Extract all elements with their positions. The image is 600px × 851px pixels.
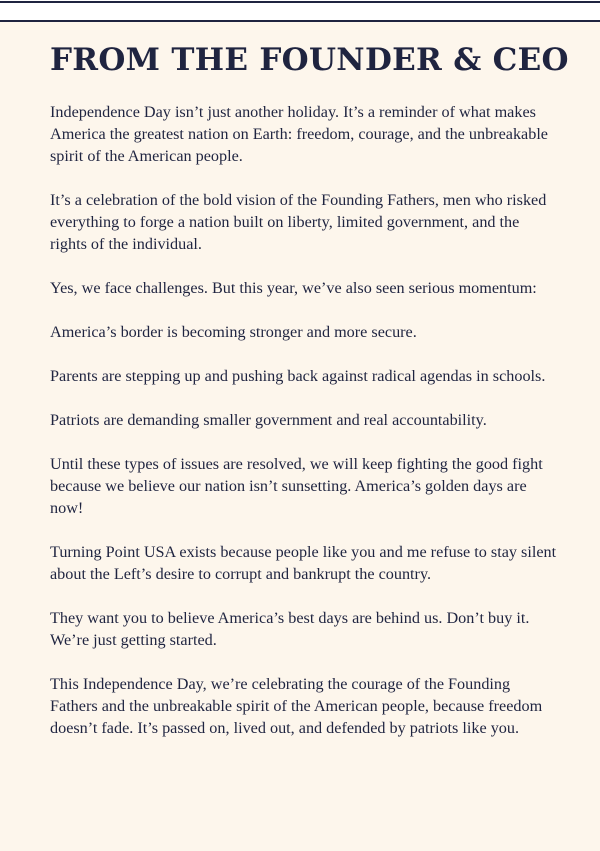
founder-letter bbox=[50, 38, 569, 761]
letter-paragraph: They want you to believe America’s best days are behind us. Don’t buy it. We’re just getting started. bbox=[50, 609, 530, 649]
header-divider bbox=[0, 20, 600, 22]
letter-paragraph: Until these types of issues are resolved, we will keep fighting the good fight because we believe our nation isn’t sunsetting. America’s golden days are now! bbox=[50, 455, 543, 517]
header-band bbox=[0, 0, 600, 22]
letter-paragraph: It’s a celebration of the bold vision of the Founding Fathers, men who risked everything to forge a nation built on liberty, limited government, and the rights of the individual. bbox=[50, 191, 547, 253]
top-divider bbox=[0, 1, 600, 3]
letter-paragraph: Turning Point USA exists because people like you and me refuse to stay silent about the Left’s desire to corrupt and bankrupt the country. bbox=[50, 543, 557, 583]
letter-paragraph: Independence Day isn’t just another holiday. It’s a reminder of what makes America the greatest nation on Earth: freedom, courage, and the unbreakable spirit of the American people. bbox=[50, 103, 548, 165]
letter-paragraph: Patriots are demanding smaller government and real accountability. bbox=[50, 411, 487, 429]
letter-paragraph: Yes, we face challenges. But this year, we’ve also seen serious momentum: bbox=[50, 279, 537, 297]
letter-heading: FROM THE FOUNDER & CEO bbox=[50, 42, 569, 78]
letter-paragraph: This Independence Day, we’re celebrating the courage of the Founding Fathers and the unbreakable spirit of the American people, because freedom doesn’t fade. It’s passed on, lived out, and defended by patriots like you. bbox=[50, 675, 543, 737]
letter-paragraph: America’s border is becoming stronger and more secure. bbox=[50, 323, 417, 341]
letter-paragraph: Parents are stepping up and pushing back against radical agendas in schools. bbox=[50, 367, 546, 385]
